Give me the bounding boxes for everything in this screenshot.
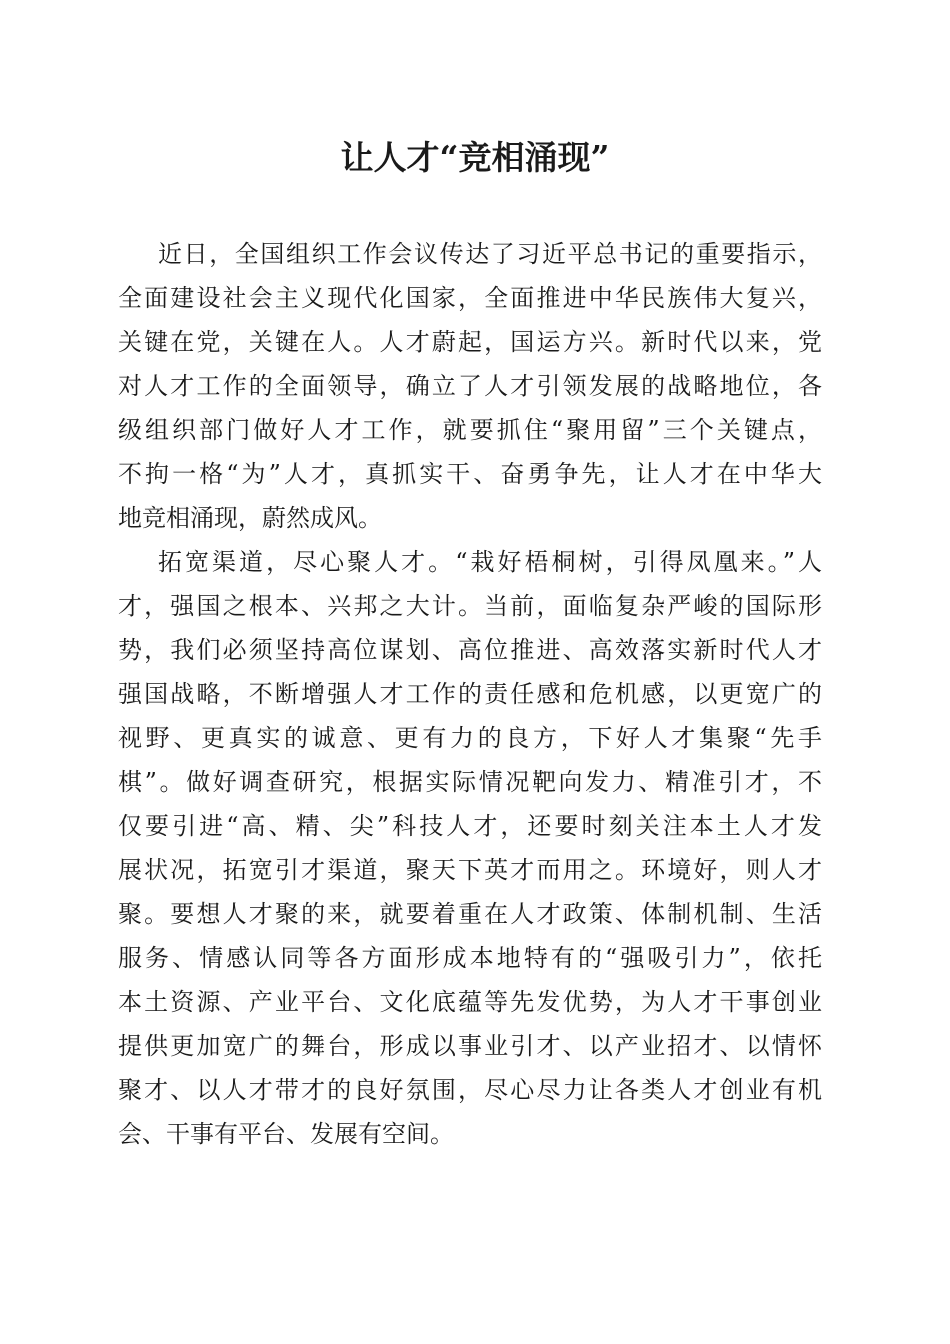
paragraph-line: 才，强国之根本、兴邦之大计。当前，面临复杂严峻的国际形 xyxy=(118,592,822,620)
paragraph-line: 服务、情感认同等各方面形成本地特有的“强吸引力”，依托 xyxy=(118,944,822,972)
paragraph-line: 势，我们必须坚持高位谋划、高位推进、高效落实新时代人才 xyxy=(118,636,822,664)
paragraph-line: 关键在党，关键在人。人才蔚起，国运方兴。新时代以来，党 xyxy=(118,328,822,356)
paragraph-2 xyxy=(118,540,822,1156)
paragraph-line: 不拘一格“为”人才，真抓实干、奋勇争先，让人才在中华大 xyxy=(118,460,822,488)
paragraph-line: 棋”。做好调查研究，根据实际情况靶向发力、精准引才，不 xyxy=(118,768,822,796)
paragraph-line: 强国战略，不断增强人才工作的责任感和危机感，以更宽广的 xyxy=(118,680,822,708)
paragraph-line: 视野、更真实的诚意、更有力的良方，下好人才集聚“先手 xyxy=(118,724,822,752)
paragraph-line: 聚才、以人才带才的良好氛围，尽心尽力让各类人才创业有机 xyxy=(118,1076,822,1104)
paragraph-line: 聚。要想人才聚的来，就要着重在人才政策、体制机制、生活 xyxy=(118,900,822,928)
paragraph-line: 近日，全国组织工作会议传达了习近平总书记的重要指示， xyxy=(158,240,822,268)
paragraph-line: 提供更加宽广的舞台，形成以事业引才、以产业招才、以情怀 xyxy=(118,1032,822,1060)
paragraph-1 xyxy=(118,232,822,540)
paragraph-line: 全面建设社会主义现代化国家，全面推进中华民族伟大复兴， xyxy=(118,284,822,312)
paragraph-line: 拓宽渠道，尽心聚人才。“栽好梧桐树，引得凤凰来。”人 xyxy=(158,548,822,576)
paragraph-line: 级组织部门做好人才工作，就要抓住“聚用留”三个关键点， xyxy=(118,416,822,444)
paragraph-line: 对人才工作的全面领导，确立了人才引领发展的战略地位，各 xyxy=(118,372,822,400)
paragraph-line: 仅要引进“高、精、尖”科技人才，还要时刻关注本土人才发 xyxy=(118,812,822,840)
paragraph-line: 本土资源、产业平台、文化底蕴等先发优势，为人才干事创业 xyxy=(118,988,822,1016)
paragraph-line: 展状况，拓宽引才渠道，聚天下英才而用之。环境好，则人才 xyxy=(118,856,822,884)
paragraph-line: 会、干事有平台、发展有空间。 xyxy=(118,1120,454,1148)
paragraph-line: 地竞相涌现，蔚然成风。 xyxy=(118,504,382,532)
document-title: 让人才“竞相涌现” xyxy=(340,138,610,177)
